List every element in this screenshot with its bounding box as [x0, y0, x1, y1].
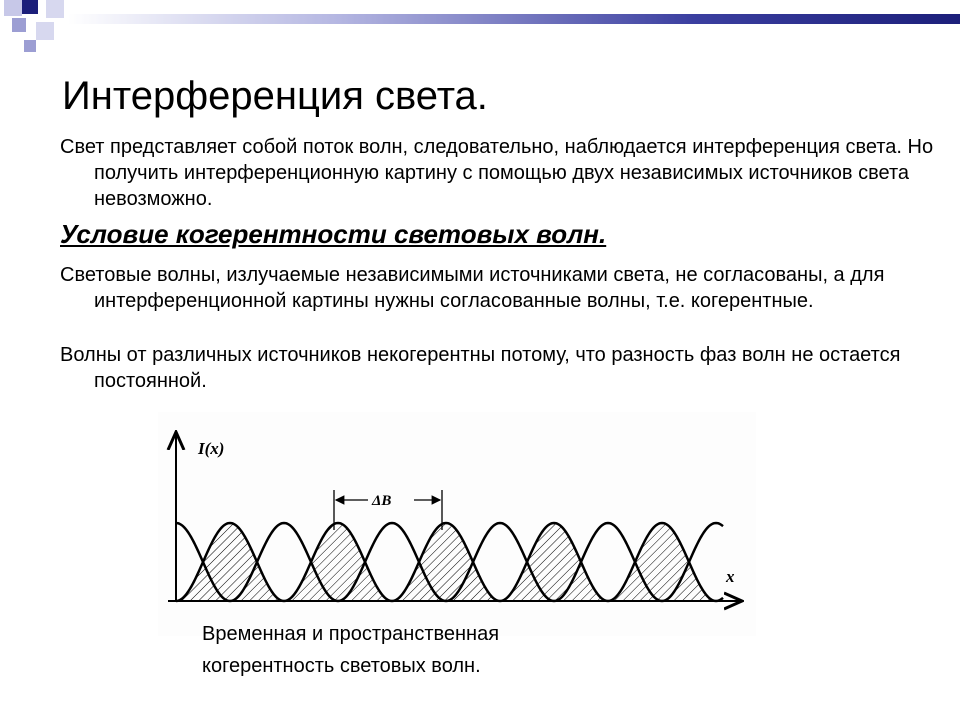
figure-caption — [202, 618, 622, 682]
section-heading: Условие когерентности световых волн. — [60, 219, 607, 249]
header-gradient-bar — [68, 14, 960, 24]
paragraph-phase: Волны от различных источников некогерентны потому, что разность фаз волн не остается постоянной. — [60, 344, 901, 392]
interference-figure — [158, 412, 756, 636]
caption-line-1: Временная и пространственная — [202, 623, 500, 645]
interference-diagram — [158, 412, 756, 636]
hatched-lobe — [608, 523, 716, 601]
hatched-lobe — [284, 523, 392, 601]
hatched-lobe — [176, 523, 284, 601]
corner-square-decoration — [24, 40, 36, 52]
corner-square-decoration — [36, 22, 54, 40]
interval-label: ΔB — [372, 493, 392, 509]
hatched-lobe — [500, 523, 608, 601]
x-axis-label: x — [726, 567, 735, 586]
caption-line-2: когерентность световых волн. — [202, 655, 481, 677]
hatched-lobe — [392, 523, 500, 601]
paragraph-coherence: Световые волны, излучаемые независимыми источниками света, не согласованы, а для интерференционной картины нужны согласованные волны, т.е. когерентные. — [60, 264, 885, 312]
y-axis-label: I(x) — [198, 439, 225, 458]
corner-square-decoration — [46, 0, 64, 18]
slide-title: Интерференция света. — [62, 74, 488, 118]
corner-square-decoration — [4, 0, 22, 16]
corner-square-decoration — [22, 0, 38, 14]
paragraph-intro: Свет представляет собой поток волн, следовательно, наблюдается интерференция света. Но получить интерференционную картину с помощью двух независимых источников света невозможно. — [60, 136, 934, 210]
corner-square-decoration — [12, 18, 26, 32]
